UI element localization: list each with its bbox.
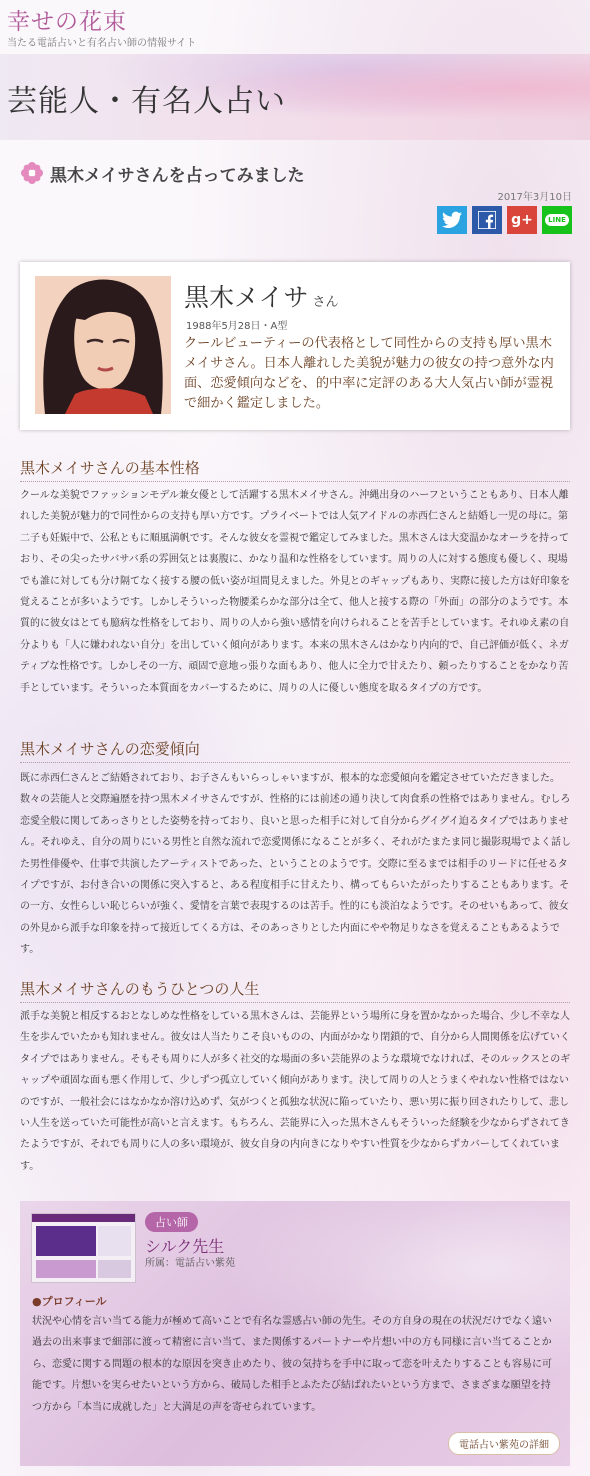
teller-detail-button[interactable]: 電話占い紫苑の詳細 [448,1432,560,1455]
section-heading-another-life: 黒木メイサさんのもうひとつの人生 [20,978,570,1003]
teller-description: 状況や心情を言い当てる能力が極めて高いことで有名な霊感占い師の先生。その方自身の現在の状況だけでなく遠い過去の出来事まで細部に渡って精密に言い当て、また関係するパートナーや片想い中の方も同様に言い当てることから、恋愛に関する問題の根本的な原因を突き止めたり、彼の気持ちを手中に取って恋を叶えたりすることも容易に可能です。片想いを実らせたいという方から、破局した相手とふたたび結ばれたいという方まで、さまざまな願望を持つ方から「本当に成就した」と大満足の声を寄せられています。 [32,1316,552,1413]
fortune-teller-card [20,1201,570,1466]
line-share-button[interactable] [542,206,572,234]
article-heading [20,158,305,188]
teller-name: シルク先生 [145,1237,225,1256]
section-heading-love: 黒木メイサさんの恋愛傾向 [20,738,570,763]
profile-card [20,262,570,430]
profile-name [184,278,339,314]
flower-icon [20,161,44,185]
facebook-share-button[interactable] [472,206,502,234]
googleplus-share-button[interactable] [507,206,537,234]
category-banner [0,54,590,140]
googleplus-icon: g+ [511,212,533,228]
twitter-icon [442,211,462,229]
teller-profile-label: ●プロフィール [32,1295,107,1308]
section-body-personality: クールな美貌でファッションモデル兼女優として活躍する黒木メイサさん。沖縄出身のハーフということもあり、日本人離れした美貌が魅力的で同性からの支持も厚い方です。プライベートでは人気アイドルの赤西仁さんと結婚し一児の母に。第二子も妊娠中で、公私ともに順風満帆です。そんな彼女を霊視で鑑定してみました。黒木さんは大変温かなオーラを持っており、その尖ったサバサバ系の雰囲気とは裏腹に、かなり温和な性格をしています。周りの人に対する態度も優しく、現場でも誰に対しても分け隔てなく接する腰の低い姿が垣間見えました。外見とのギャップもあり、実際に接した方は好印象を覚えることが多いようです。しかしそういった物腰柔らかな部分は全て、他人と接する際の「外面」の部分のようです。本質的に彼女はとても臆病な性格をしており、周りの人から強い感情を向けられることを苦手としています。それゆえ素の自分よりも「人に嫌われない自分」を出していく傾向があります。本来の黒木さんはかなり内向的で、自己評価が低く、ネガティブな性格です。しかしその一方、頑固で意地っ張りな面もあり、他人に全力で甘えたり、頼ったりすることをかなり苦手としています。そういった本質面をカバーするために、周りの人に優しい態度を取るタイプの方です。 [20,490,570,694]
teller-site-thumbnail[interactable] [31,1213,136,1283]
teller-badge: 占い師 [145,1212,198,1232]
profile-description: クールビューティーの代表格として同性からの支持も厚い黒木メイサさん。日本人離れした美貌が魅力の彼女の持つ意外な内面、恋愛傾向などを、的中率に定評のある大人気占い師が霊視で細かく鑑定しました。 [184,336,554,411]
section-body-another-life: 派手な美貌と相反するおとなしめな性格をしている黒木さんは、芸能界という場所に身を置かなかった場合、少し不幸な人生を歩んでいたかも知れません。彼女は人当たりこそ良いものの、内面がかなり閉鎖的で、自分から人間関係を広げていくタイプではありません。そもそも周りに人が多く社交的な場面の多い芸能界のような環境でなければ、そのルックスとのギャップや頑固な面も悪く作用して、少しずつ孤立していく傾向があります。決して周りの人とうまくやれない性格ではないのですが、一般社会にはなかなか溶け込めず、気がつくと孤独な状況に陥っていたり、悪い男に振り回されたりして、悲しい人生を送っていた可能性が高いと言えます。もちろん、芸能界に入った黒木さんもそういった経験を少なからずされてきたようですが、それでも周りに人の多い環境が、彼女自身の内向きになりやすい性質を少なからずカバーしてくれています。 [20,1011,571,1172]
portrait-image [35,276,171,414]
site-subtitle: 当たる電話占いと有名占い師の情報サイト [7,38,197,49]
banner-title: 芸能人・有名人占い [7,84,286,119]
article-title: 黒木メイサさんを占ってみました [50,165,305,186]
teller-office: 所属：電話占い紫苑 [145,1258,235,1269]
site-header [0,0,590,54]
line-icon: LINE [545,214,569,226]
profile-honorific: さん [312,295,339,310]
twitter-share-button[interactable] [437,206,467,234]
profile-birth: 1988年5月28日・A型 [186,321,288,332]
facebook-icon [478,211,496,229]
post-date: 2017年3月10日 [497,192,572,203]
section-heading-personality: 黒木メイサさんの基本性格 [20,457,570,482]
section-body-love: 既に赤西仁さんとご結婚されており、お子さんもいらっしゃいますが、根本的な恋愛傾向を鑑定させていただきました。数々の芸能人と交際遍歴を持つ黒木メイサさんですが、性格的には前述の通り決して肉食系の性格ではありません。むしろ恋愛全般に関してあっさりとした姿勢を持っており、良いと思った相手に対して自分からグイグイ迫るタイプではありません。それゆえ、自分の周りにいる男性と自然な流れで恋愛関係になることが多く、それがたまたま同じ撮影現場でよく話した男性俳優や、仕事で共演したアーティストであった、ということのようです。交際に至るまでは相手のリードに任せるタイプですが、お付き合いの関係に突入すると、ある程度相手に甘えたり、構ってもらいたがったりすることもあります。その一方、女性らしい恥じらいが強く、愛情を言葉で表現するのは苦手。性的にも淡泊なようです。そのせいもあって、彼女の外見から派手な印象を持って接近してくる方は、そのあっさりとした内面にやや物足りなさを覚えることもあるようです。 [20,773,571,956]
profile-name-text: 黒木メイサ [184,283,309,312]
share-buttons [437,206,572,234]
site-title[interactable]: 幸せの花束 [7,9,127,35]
